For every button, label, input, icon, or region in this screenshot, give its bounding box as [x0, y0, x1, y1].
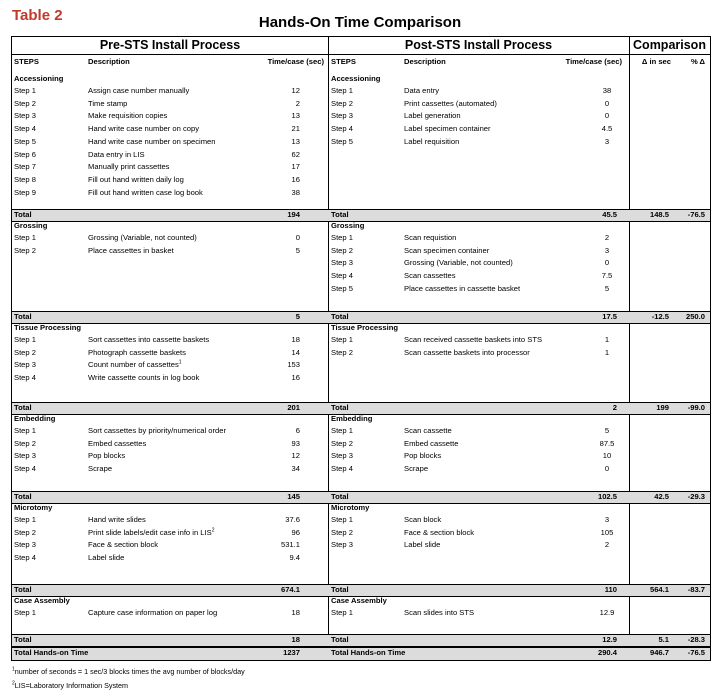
section-name-post: Accessioning: [331, 74, 381, 83]
step-time: 6: [295, 426, 300, 435]
step-label: Step 4: [14, 464, 36, 474]
step-label: Step 3: [331, 258, 353, 268]
step-time: 5: [295, 245, 300, 255]
grand-total-post: 290.4: [597, 648, 617, 657]
total-label-post: Total: [331, 635, 349, 644]
step-time: 153: [287, 360, 300, 370]
step-time: 34: [291, 464, 300, 474]
step-description: Sort cassettes by priority/numerical order: [88, 426, 227, 435]
total-label-post: Total: [331, 403, 349, 412]
post-sts-header: Post-STS Install Process: [404, 38, 553, 52]
total-label-pre: Total: [14, 585, 32, 594]
step-time: 2: [604, 540, 610, 550]
step-description: Label generation: [404, 111, 461, 121]
delta-sec-value: 199: [656, 403, 669, 412]
step-description: Count number of cassettes$^1$: [88, 359, 182, 370]
footnote-mark: 2: [12, 680, 15, 687]
step-label: Step 4: [14, 553, 36, 563]
step-label: Step 2: [331, 347, 353, 357]
step-description: Time stamp: [88, 98, 128, 108]
step-label: Step 3: [14, 111, 36, 121]
step-time: 62: [291, 149, 300, 159]
delta-pct-value: -99.0: [687, 403, 705, 412]
step-description: Scan slides into STS: [404, 608, 475, 617]
step-time: 96: [291, 527, 300, 537]
step-label: Step 5: [331, 283, 353, 293]
step-time: 9.4: [289, 553, 300, 563]
delta-pct-value: 250.0: [685, 312, 705, 321]
step-description: Label slide: [88, 553, 125, 563]
step-description: Sort cassettes into cassette baskets: [88, 335, 210, 344]
step-time: 5: [604, 283, 610, 293]
step-time: 12: [291, 451, 300, 461]
step-label: Step 2: [331, 98, 353, 108]
step-description: Capture case information on paper log: [88, 608, 218, 617]
comparison-header: Comparison: [633, 38, 706, 52]
delta-sec-value: 5.1: [658, 635, 669, 644]
step-description: Face & section block: [88, 540, 159, 550]
step-label: Step 2: [14, 245, 36, 255]
step-time: 0: [295, 233, 300, 242]
step-description: Grossing (Variable, not counted): [88, 233, 197, 242]
step-description: Photograph cassette baskets: [88, 347, 186, 357]
delta-sec-value: 148.5: [649, 210, 669, 219]
step-description: Scan cassettes: [404, 271, 456, 281]
step-description: Place cassettes in basket: [88, 245, 174, 255]
footnote: [12, 667, 245, 676]
total-label-post: Total: [331, 585, 349, 594]
divider-post-comparison: [629, 37, 630, 660]
step-label: Step 8: [14, 175, 36, 185]
delta-pct-value: -28.3: [687, 635, 705, 644]
step-time: 87.5: [599, 438, 615, 448]
total-value-post: 12.9: [602, 635, 617, 644]
step-label: Step 4: [14, 124, 36, 134]
step-label: Step 5: [331, 136, 353, 146]
step-time: 21: [291, 124, 300, 134]
header-rule: [12, 54, 710, 55]
step-label: Step 4: [331, 271, 353, 281]
step-description: Embed cassettes: [88, 438, 147, 448]
step-description: Pop blocks: [88, 451, 126, 461]
step-label: Step 1: [331, 426, 353, 435]
step-description: Scan requistion: [404, 233, 457, 242]
step-description: Data entry: [404, 86, 440, 95]
delta-pct-value: -76.5: [687, 210, 705, 219]
steps-heading-post: STEPS: [331, 57, 356, 66]
comparison-table: [11, 36, 711, 661]
step-time: 16: [291, 373, 300, 383]
total-value-pre: 145: [287, 492, 300, 501]
step-time: 0: [604, 111, 610, 121]
total-label-post: Total: [331, 210, 349, 219]
step-label: Step 1: [331, 515, 353, 524]
step-description: Place cassettes in cassette basket: [404, 283, 521, 293]
step-time: 13: [291, 111, 300, 121]
step-description: Fill out hand written daily log: [88, 175, 184, 185]
total-value-pre: 194: [287, 210, 300, 219]
section-name-pre: Microtomy: [14, 503, 53, 512]
step-time: 12: [291, 86, 300, 95]
section-name-pre: Case Assembly: [14, 596, 70, 605]
step-description: Scan cassette baskets into processor: [404, 347, 530, 357]
step-label: Step 2: [14, 527, 36, 537]
step-description: Scan block: [404, 515, 442, 524]
step-label: Step 3: [331, 111, 353, 121]
step-label: Step 6: [14, 149, 36, 159]
description-heading-pre: Description: [88, 57, 130, 66]
total-value-pre: 18: [291, 635, 300, 644]
step-time: 531.1: [280, 540, 300, 550]
step-description: Hand write case number on specimen: [88, 136, 216, 146]
step-label: Step 1: [14, 86, 36, 95]
step-description: Face & section block: [404, 527, 475, 537]
step-time: 105: [600, 527, 614, 537]
step-description: Pop blocks: [404, 451, 442, 461]
delta-pct-heading: % Δ: [690, 57, 705, 66]
step-label: Step 5: [14, 136, 36, 146]
table-title: Hands-On Time Comparison: [258, 14, 462, 31]
step-label: Step 1: [331, 233, 353, 242]
step-label: Step 1: [14, 335, 36, 344]
step-time: 38: [291, 187, 300, 197]
step-time: 0: [604, 464, 610, 474]
delta-sec-heading: Δ in sec: [641, 57, 671, 66]
delta-sec-value: 42.5: [654, 492, 669, 501]
step-description: Print slide labels/edit case info in LIS$^2$: [88, 527, 215, 537]
total-value-pre: 201: [287, 403, 300, 412]
footnote-mark: 1: [12, 666, 15, 673]
grand-delta-pct: -76.5: [687, 648, 705, 657]
section-name-pre: Accessioning: [14, 74, 64, 83]
step-description: Embed cassette: [404, 438, 459, 448]
step-time: 1: [604, 347, 610, 357]
step-description: Scan received cassette baskets into STS: [404, 335, 543, 344]
pre-sts-header: Pre-STS Install Process: [99, 38, 241, 52]
step-time: 18: [291, 335, 300, 344]
step-time: 14: [291, 347, 300, 357]
step-label: Step 1: [331, 86, 353, 95]
step-description: Grossing (Variable, not counted): [404, 258, 513, 268]
delta-pct-value: -29.3: [687, 492, 705, 501]
step-label: Step 1: [331, 335, 353, 344]
step-time: 16: [291, 175, 300, 185]
step-label: Step 9: [14, 187, 36, 197]
step-label: Step 4: [331, 464, 353, 474]
step-label: Step 2: [14, 438, 36, 448]
footnote-mark: 2: [211, 527, 215, 534]
total-label-pre: Total: [14, 312, 32, 321]
footnote-text: LIS=Laboratory Information System: [14, 681, 129, 690]
section-name-pre: Embedding: [14, 414, 56, 423]
step-time: 4.5: [601, 124, 613, 134]
step-time: 12.9: [599, 608, 615, 617]
step-time: 37.6: [285, 515, 300, 524]
grand-total-pre: 1237: [283, 648, 300, 657]
step-description: Fill out hand written case log book: [88, 187, 203, 197]
step-label: Step 1: [14, 515, 36, 524]
section-name-post: Embedding: [331, 414, 373, 423]
footnote: [12, 681, 128, 690]
step-label: Step 2: [331, 245, 353, 255]
step-time: 3: [604, 136, 610, 146]
step-description: Label slide: [404, 540, 441, 550]
grand-total-label-post: Total Hands-on Time: [331, 648, 406, 657]
step-description: Scrape: [404, 464, 429, 474]
step-time: 2: [295, 98, 300, 108]
total-value-post: 45.5: [602, 210, 617, 219]
step-time: 3: [604, 515, 610, 524]
section-name-post: Case Assembly: [331, 596, 387, 605]
divider-pre-post: [328, 37, 329, 660]
step-time: 3: [604, 245, 610, 255]
section-name-post: Tissue Processing: [331, 323, 398, 332]
step-description: Print cassettes (automated): [404, 98, 497, 108]
step-label: Step 2: [14, 98, 36, 108]
delta-sec-value: 564.1: [649, 585, 669, 594]
step-label: Step 1: [14, 233, 36, 242]
step-label: Step 3: [14, 360, 36, 370]
step-time: 5: [604, 426, 610, 435]
step-time: 0: [604, 258, 610, 268]
total-label-post: Total: [331, 312, 349, 321]
step-label: Step 4: [331, 124, 353, 134]
section-name-post: Microtomy: [331, 503, 370, 512]
step-time: 0: [604, 98, 610, 108]
grand-delta-sec: 946.7: [649, 648, 669, 657]
step-label: Step 3: [14, 451, 36, 461]
total-label-pre: Total: [14, 635, 32, 644]
step-label: Step 3: [331, 451, 353, 461]
step-description: Make requisition copies: [88, 111, 168, 121]
footnote-text: number of seconds = 1 sec/3 blocks times the avg number of blocks/day: [14, 667, 245, 676]
step-description: Scan cassette: [404, 426, 452, 435]
step-description: Manually print cassettes: [88, 162, 170, 172]
step-label: Step 1: [14, 608, 36, 617]
step-description: Write cassette counts in log book: [88, 373, 200, 383]
step-label: Step 2: [331, 527, 353, 537]
step-label: Step 1: [331, 608, 353, 617]
step-label: Step 2: [14, 347, 36, 357]
time-heading-post: Time/case (sec): [565, 57, 622, 66]
step-time: 18: [291, 608, 300, 617]
step-description: Label specimen container: [404, 124, 491, 134]
step-time: 7.5: [601, 271, 613, 281]
delta-sec-value: -12.5: [651, 312, 669, 321]
table-label: Table 2: [12, 7, 63, 24]
step-label: Step 1: [14, 426, 36, 435]
total-value-post: 2: [612, 403, 617, 412]
step-time: 10: [602, 451, 612, 461]
total-value-post: 110: [604, 585, 617, 594]
total-value-pre: 674.1: [280, 585, 300, 594]
total-label-pre: Total: [14, 492, 32, 501]
steps-heading-pre: STEPS: [14, 57, 39, 66]
step-description: Label requisition: [404, 136, 460, 146]
step-label: Step 2: [331, 438, 353, 448]
grand-total-label-pre: Total Hands-on Time: [14, 648, 89, 657]
step-label: Step 3: [331, 540, 353, 550]
step-description: Data entry in LIS: [88, 149, 145, 159]
step-label: Step 4: [14, 373, 36, 383]
step-description: Scan specimen container: [404, 245, 490, 255]
step-description: Hand write case number on copy: [88, 124, 200, 134]
description-heading-post: Description: [404, 57, 446, 66]
step-label: Step 7: [14, 162, 36, 172]
section-name-pre: Tissue Processing: [14, 323, 81, 332]
total-value-post: 17.5: [602, 312, 617, 321]
step-label: Step 3: [14, 540, 36, 550]
step-time: 93: [291, 438, 300, 448]
step-time: 17: [291, 162, 300, 172]
step-description: Assign case number manually: [88, 86, 190, 95]
section-name-post: Grossing: [331, 221, 365, 230]
time-heading-pre: Time/case (sec): [267, 57, 324, 66]
total-label-post: Total: [331, 492, 349, 501]
step-description: Hand write slides: [88, 515, 146, 524]
total-label-pre: Total: [14, 210, 32, 219]
total-value-pre: 5: [295, 312, 300, 321]
step-time: 2: [604, 233, 610, 242]
delta-pct-value: -83.7: [687, 585, 705, 594]
step-time: 13: [291, 136, 300, 146]
step-time: 1: [604, 335, 610, 344]
step-time: 38: [602, 86, 612, 95]
total-label-pre: Total: [14, 403, 32, 412]
step-description: Scrape: [88, 464, 113, 474]
footnote-mark: 1: [178, 359, 182, 366]
total-value-post: 102.5: [597, 492, 617, 501]
section-name-pre: Grossing: [14, 221, 48, 230]
